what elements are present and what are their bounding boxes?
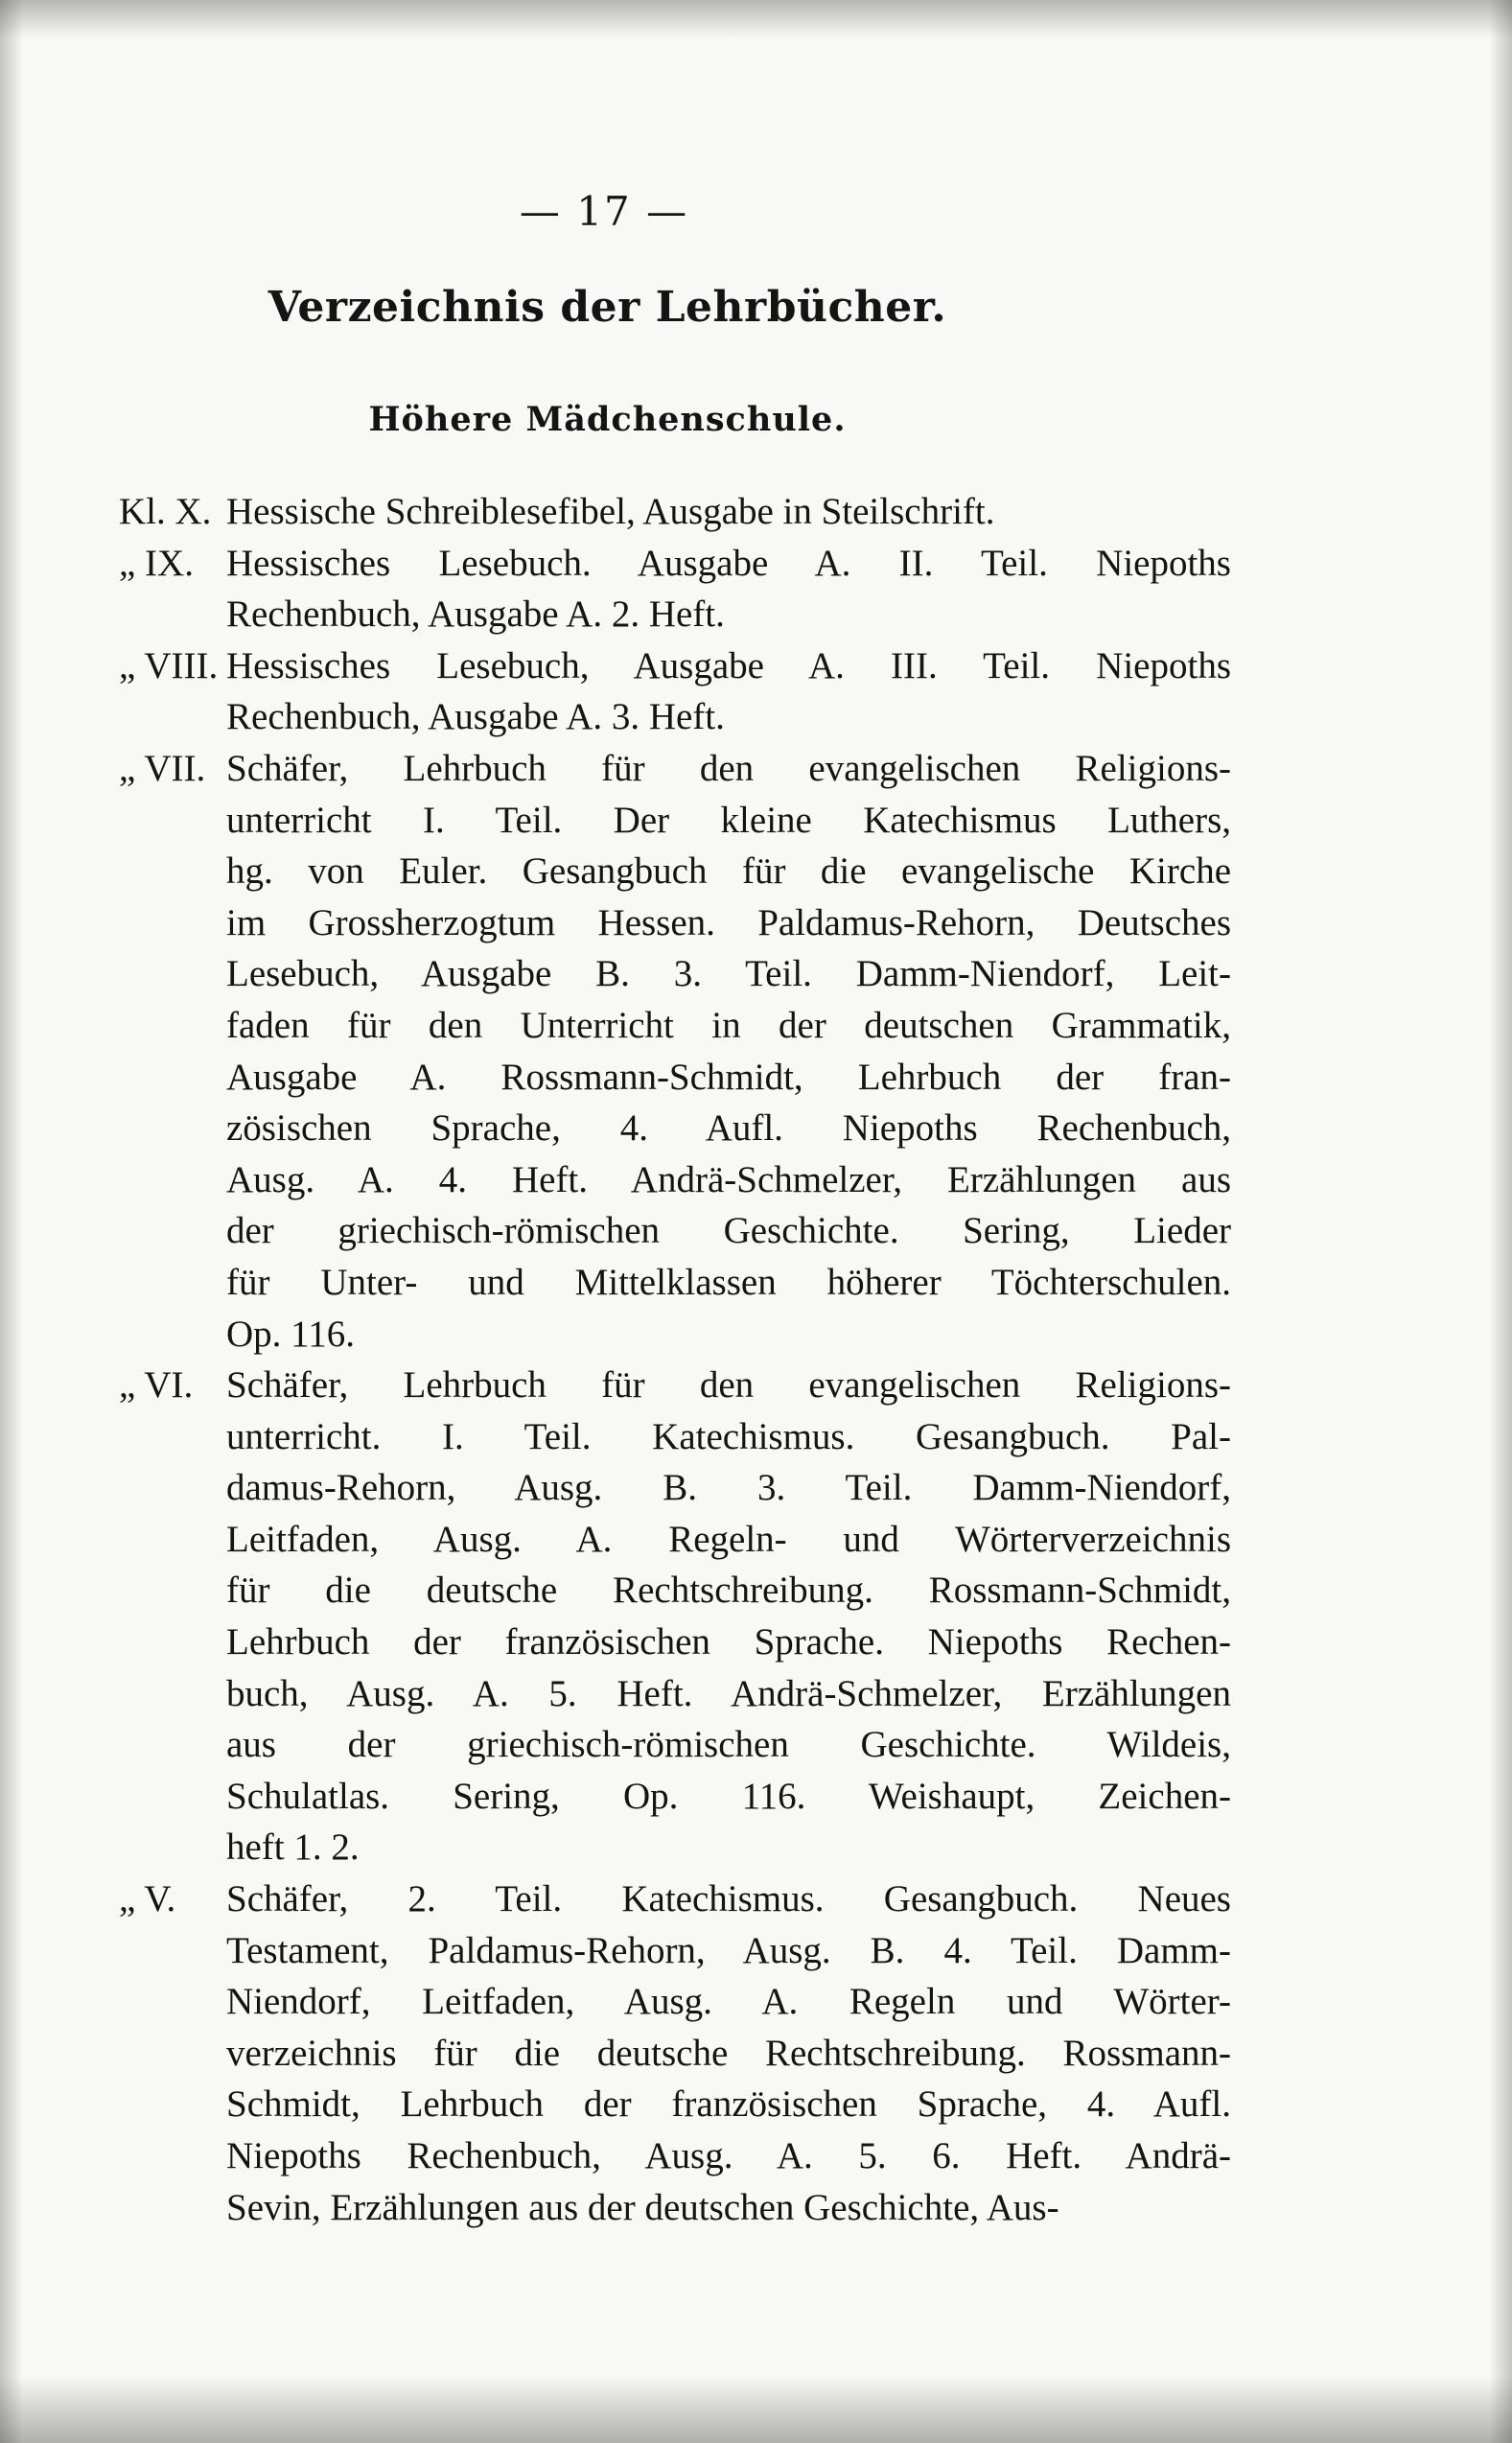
entry-text-line: heft 1. 2. bbox=[226, 1826, 360, 1869]
entry-text-line: Testament, Paldamus-Rehorn, Ausg. B. 4. Teil. Damm- bbox=[226, 1929, 1231, 1971]
entry-text-line: der griechisch-römischen Geschichte. Sering, Lieder bbox=[226, 1210, 1231, 1252]
class-label: „ V. bbox=[119, 1878, 176, 1920]
entry-text-line: für Unter- und Mittelklassen höherer Töchterschulen. bbox=[226, 1261, 1231, 1303]
entry-text-line: Lehrbuch der französischen Sprache. Niepoths Rechen- bbox=[226, 1621, 1231, 1664]
class-entry bbox=[119, 1873, 1231, 2233]
entry-text-line: Rechenbuch, Ausgabe A. 2. Heft. bbox=[226, 593, 725, 636]
class-label: Kl. X. bbox=[119, 491, 212, 532]
textbook-list bbox=[119, 486, 1231, 2233]
entry-text-line: Ausg. A. 4. Heft. Andrä-Schmelzer, Erzählungen aus bbox=[226, 1158, 1231, 1200]
entry-text-line: unterricht. I. Teil. Katechismus. Gesangbuch. Pal- bbox=[226, 1415, 1231, 1457]
class-entry bbox=[119, 538, 1231, 640]
class-entry bbox=[119, 640, 1231, 743]
class-label: „ VIII. bbox=[119, 644, 219, 686]
entry-text-line: Schäfer, 2. Teil. Katechismus. Gesangbuch. Neues bbox=[226, 1878, 1231, 1920]
entry-text-line: Schäfer, Lehrbuch für den evangelischen Religions- bbox=[226, 747, 1231, 789]
entry-text-line: unterricht I. Teil. Der kleine Katechismus Luthers, bbox=[226, 799, 1231, 841]
entry-text-line: Hessisches Lesebuch. Ausgabe A. II. Teil. Niepoths bbox=[226, 542, 1231, 584]
entry-text-line: Sevin, Erzählungen aus der deutschen Geschichte, Aus- bbox=[226, 2186, 1059, 2228]
page-number: — 17 — bbox=[519, 188, 689, 235]
entry-text-line: faden für den Unterricht in der deutschen Grammatik, bbox=[226, 1004, 1231, 1046]
page-title: Verzeichnis der Lehrbücher. bbox=[268, 283, 947, 332]
entry-text-line: verzeichnis für die deutsche Rechtschreibung. Rossmann- bbox=[226, 2032, 1231, 2074]
entry-text-line: Schmidt, Lehrbuch der französischen Sprache, 4. Aufl. bbox=[226, 2083, 1231, 2126]
entry-text-line: Op. 116. bbox=[226, 1313, 355, 1355]
scan-edge-left bbox=[0, 0, 23, 2443]
scan-edge-top bbox=[0, 0, 1512, 38]
entry-text-line: Rechenbuch, Ausgabe A. 3. Heft. bbox=[226, 696, 725, 738]
entry-text-line: buch, Ausg. A. 5. Heft. Andrä-Schmelzer, Erzählungen bbox=[226, 1672, 1231, 1714]
scan-edge-bottom bbox=[0, 2376, 1512, 2443]
entry-text-line: Ausgabe A. Rossmann-Schmidt, Lehrbuch der fran- bbox=[226, 1056, 1231, 1098]
section-subtitle: Höhere Mädchenschule. bbox=[368, 400, 847, 439]
entry-text-line: Niendorf, Leitfaden, Ausg. A. Regeln und Wörter- bbox=[226, 1981, 1231, 2023]
class-label: „ VI. bbox=[119, 1364, 194, 1407]
class-entry bbox=[119, 1360, 1231, 1873]
entry-text-line: im Grossherzogtum Hessen. Paldamus-Rehorn, Deutsches bbox=[226, 901, 1231, 943]
class-label: „ IX. bbox=[119, 542, 194, 584]
entry-text-line: aus der griechisch-römischen Geschichte. Wildeis, bbox=[226, 1724, 1231, 1766]
entry-text-line: hg. von Euler. Gesangbuch für die evangelische Kirche bbox=[226, 850, 1231, 893]
entry-text-line: zösischen Sprache, 4. Aufl. Niepoths Rechenbuch, bbox=[226, 1107, 1231, 1150]
entry-text-line: Hessisches Lesebuch, Ausgabe A. III. Teil. Niepoths bbox=[226, 644, 1231, 686]
entry-text-line: Niepoths Rechenbuch, Ausg. A. 5. 6. Heft. Andrä- bbox=[226, 2135, 1231, 2176]
entry-text-line: Leitfaden, Ausg. A. Regeln- und Wörterverzeichnis bbox=[226, 1518, 1231, 1560]
entry-text-line: Schulatlas. Sering, Op. 116. Weishaupt, Zeichen- bbox=[226, 1775, 1231, 1817]
class-label: „ VII. bbox=[119, 747, 206, 789]
entry-text-line: Lesebuch, Ausgabe B. 3. Teil. Damm-Niendorf, Leit- bbox=[226, 953, 1231, 995]
entry-text-line: Hessische Schreiblesefibel, Ausgabe in Steilschrift. bbox=[226, 491, 995, 532]
class-entry bbox=[119, 486, 1231, 538]
class-entry bbox=[119, 743, 1231, 1360]
entry-text-line: für die deutsche Rechtschreibung. Rossmann-Schmidt, bbox=[226, 1570, 1231, 1612]
entry-text-line: Schäfer, Lehrbuch für den evangelischen Religions- bbox=[226, 1364, 1231, 1407]
entry-text-line: damus-Rehorn, Ausg. B. 3. Teil. Damm-Niendorf, bbox=[226, 1467, 1231, 1509]
scan-edge-right bbox=[1489, 0, 1512, 2443]
